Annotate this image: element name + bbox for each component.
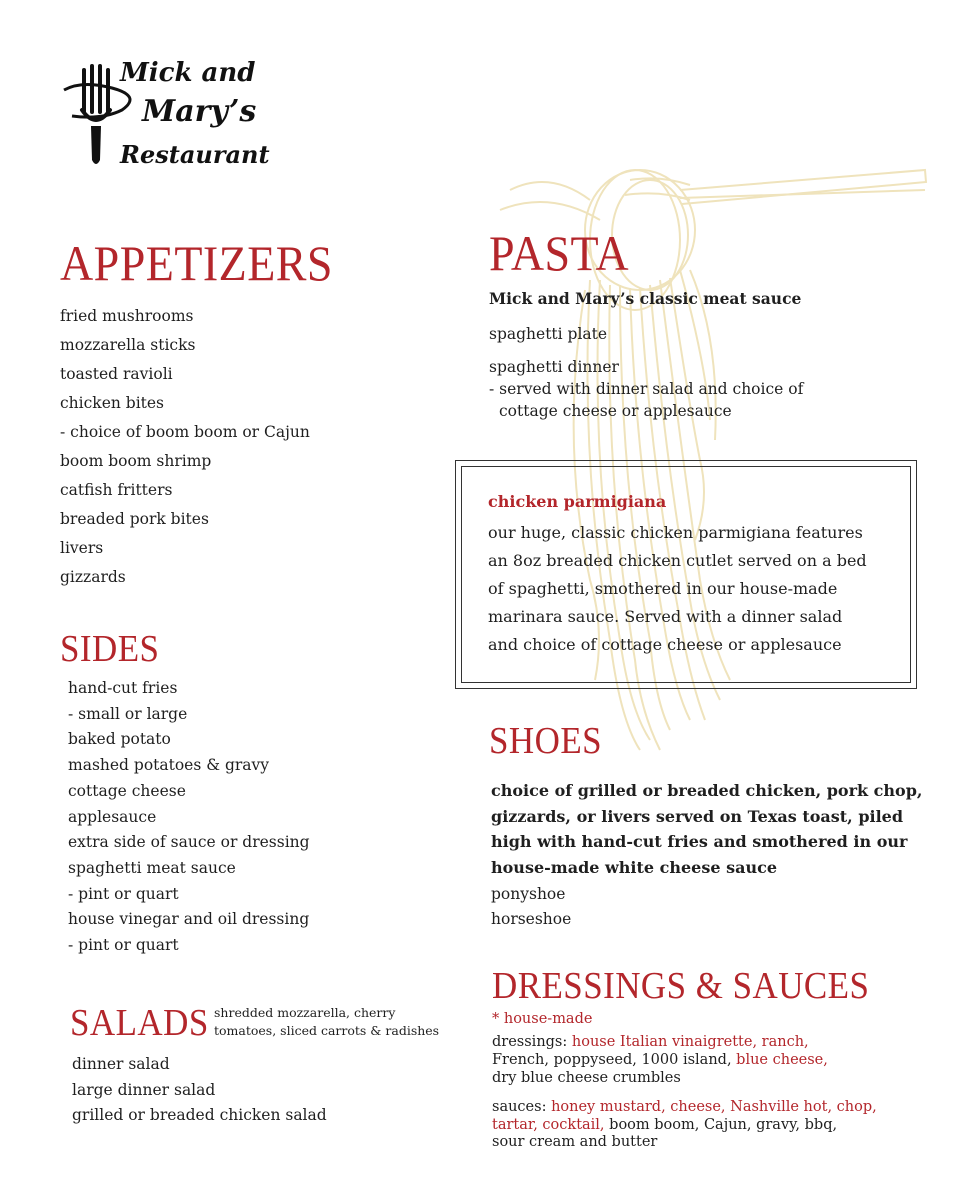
dressings-items: French, poppyseed, 1000 island, (492, 1052, 732, 1068)
salads-toppings-note (214, 1004, 439, 1040)
shoes-desc-line: gizzards, or livers served on Texas toast, piled (491, 806, 904, 826)
list-item: cottage cheese (68, 781, 186, 800)
feature-line: of spaghetti, smothered in our house-made (488, 579, 838, 598)
sides-list (68, 676, 310, 959)
shoes-description (491, 778, 922, 880)
sauces-items: boom boom, Cajun, gravy, bbq, (609, 1116, 838, 1133)
pasta-heading: PASTA (489, 225, 630, 281)
dressings-house-items: house Italian vinaigrette, ranch, (571, 1034, 809, 1050)
sauces-list (492, 1099, 877, 1152)
sauces-house-items: tartar, cocktail, (492, 1116, 605, 1133)
list-item: - pint or quart (68, 936, 179, 955)
salads-note-line: tomatoes, sliced carrots & radishes (214, 1023, 440, 1038)
pasta-item-desc: cottage cheese or applesauce (499, 402, 732, 420)
list-item: - small or large (68, 704, 188, 723)
dressings-line-3: dry blue cheese crumbles (492, 1070, 681, 1086)
list-item: - choice of boom boom or Cajun (60, 423, 310, 441)
list-item: dinner salad (72, 1055, 170, 1073)
list-item: chicken bites (60, 394, 165, 412)
list-item: applesauce (68, 807, 157, 826)
shoes-desc-line: house-made white cheese sauce (491, 857, 778, 877)
list-item: livers (60, 539, 104, 557)
restaurant-logo (62, 50, 270, 175)
feature-title: chicken parmigiana (488, 492, 667, 511)
pasta-item-desc: - served with dinner salad and choice of (489, 380, 804, 398)
sides-heading: SIDES (60, 628, 160, 670)
list-item: horseshoe (491, 910, 572, 928)
dressings-list (492, 1033, 828, 1087)
pasta-item-name: spaghetti dinner (489, 358, 619, 376)
list-item: mozzarella sticks (60, 336, 196, 354)
sauces-line-3: sour cream and butter (492, 1134, 658, 1150)
feature-line: and choice of cottage cheese or applesauce (488, 635, 842, 654)
dressings-line-2 (492, 1051, 828, 1069)
list-item: grilled or breaded chicken salad (72, 1106, 327, 1124)
shoes-desc-line: choice of grilled or breaded chicken, pork chop, (491, 781, 923, 800)
dressings-line-1 (492, 1033, 828, 1051)
shoes-desc-line: high with hand-cut fries and smothered in our (491, 832, 908, 851)
list-item: catfish fritters (60, 481, 173, 499)
pasta-item-spaghetti-dinner (489, 356, 803, 422)
list-item: fried mushrooms (60, 307, 194, 325)
logo-line-1: Mick and (120, 58, 256, 88)
sauces-line-2 (492, 1117, 877, 1135)
list-item: baked potato (68, 730, 171, 749)
appetizers-list (60, 302, 310, 592)
salads-list (72, 1052, 327, 1129)
sauces-line-1 (492, 1099, 877, 1117)
list-item: house vinegar and oil dressing (68, 910, 310, 929)
salads-heading: SALADS (70, 1002, 209, 1044)
list-item: extra side of sauce or dressing (68, 833, 310, 852)
dressings-heading: DRESSINGS & SAUCES (492, 965, 870, 1007)
list-item: spaghetti meat sauce (68, 858, 236, 877)
list-item: mashed potatoes & gravy (68, 756, 270, 775)
list-item: toasted ravioli (60, 365, 173, 383)
list-item: breaded pork bites (60, 510, 209, 528)
feature-line: marinara sauce. Served with a dinner salad (488, 607, 843, 626)
pasta-item-spaghetti-plate: spaghetti plate (489, 325, 608, 343)
house-made-note: * house-made (492, 1011, 593, 1027)
feature-line: our huge, classic chicken parmigiana features (488, 523, 863, 542)
pasta-subtitle: Mick and Mary’s classic meat sauce (489, 289, 802, 308)
shoes-heading: SHOES (489, 720, 603, 762)
feature-description (488, 519, 867, 659)
list-item: boom boom shrimp (60, 452, 212, 470)
list-item: large dinner salad (72, 1080, 216, 1099)
dressings-house-items: blue cheese, (736, 1052, 828, 1068)
feature-line: an 8oz breaded chicken cutlet served on a bed (488, 551, 867, 570)
list-item: gizzards (60, 568, 126, 586)
shoes-list (491, 882, 571, 932)
logo-line-3: Restaurant (120, 140, 270, 169)
dressings-label: dressings: (492, 1034, 568, 1050)
sauces-house-items: honey mustard, cheese, Nashville hot, chop, (551, 1099, 877, 1115)
list-item: hand-cut fries (68, 679, 178, 697)
appetizers-heading: APPETIZERS (60, 235, 333, 291)
logo-line-2: Mary’s (142, 94, 257, 129)
list-item: ponyshoe (491, 885, 566, 903)
list-item: - pint or quart (68, 884, 179, 903)
sauces-label: sauces: (492, 1099, 547, 1115)
salads-note-line: shredded mozzarella, cherry (214, 1005, 396, 1020)
